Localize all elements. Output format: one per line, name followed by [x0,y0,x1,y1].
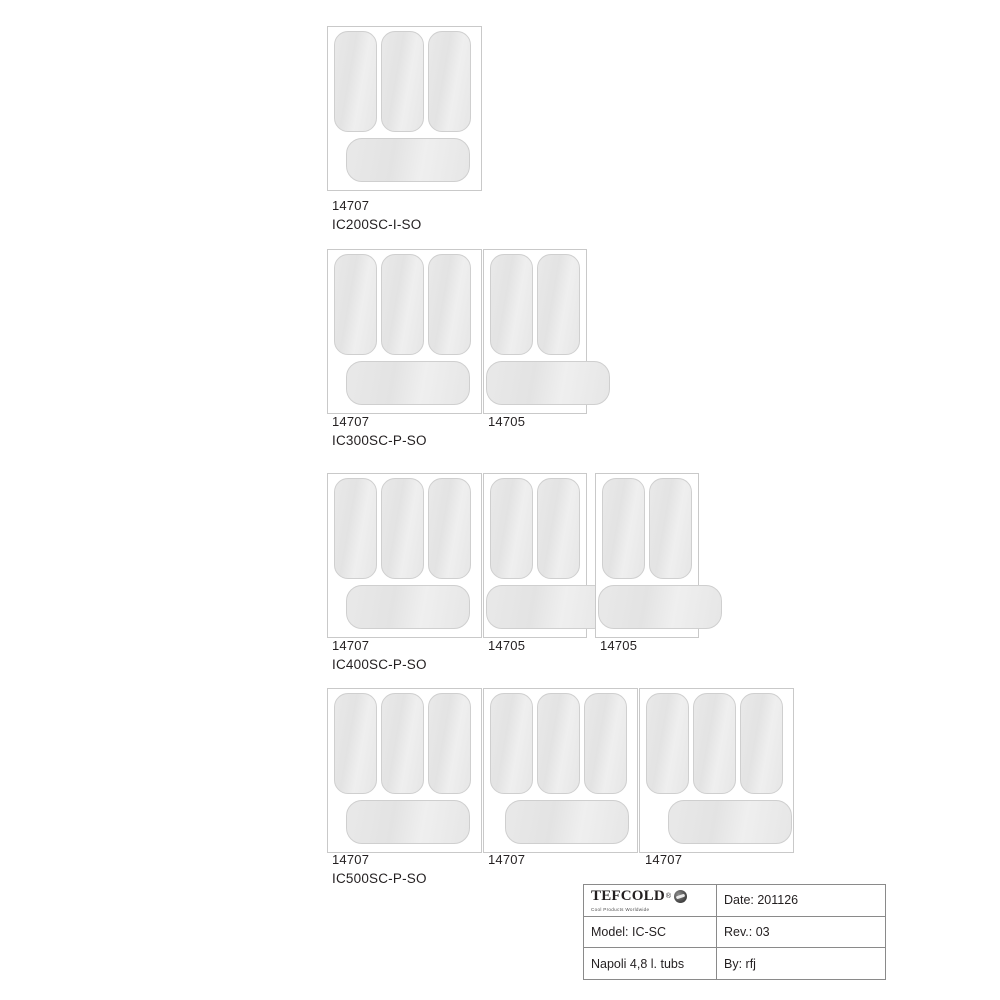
tub-tall [428,254,471,355]
rev-field: Rev.: 03 [724,925,770,939]
logo-wordmark: TEFCOLD [591,888,665,905]
tub-tall [428,693,471,794]
brand-logo [584,885,717,916]
tub-tall [334,478,377,579]
tub-tall [381,254,424,355]
tub-tall [693,693,736,794]
tub-tall [537,478,580,579]
tub-wide [346,585,470,629]
tub-wide [346,138,470,182]
tub-tall [381,31,424,132]
tub-tall [381,693,424,794]
basket-code-label: 14707 [332,414,370,429]
basket-code-label: 14707 [488,852,526,867]
model-label: IC400SC-P-SO [332,657,427,672]
model-field: Model: IC-SC [584,917,717,948]
tub-tall [490,693,533,794]
tub-tall [490,254,533,355]
by-field: By: rfj [724,956,756,971]
tub-tall [334,254,377,355]
basket-code-label: 14705 [600,638,638,653]
title-block-row [584,917,885,949]
logo-top [591,888,709,905]
tub-wide [346,800,470,844]
tub-wide [505,800,629,844]
basket-code-label: 14707 [332,638,370,653]
basket-code-label: 14707 [645,852,683,867]
tub-tall [537,693,580,794]
model-label: IC300SC-P-SO [332,433,427,448]
tub-tall [537,254,580,355]
title-block [583,884,886,980]
tub-wide [346,361,470,405]
tub-wide [486,361,610,405]
basket-code-label: 14707 [332,198,370,213]
tub-tall [584,693,627,794]
product-field: Napoli 4,8 l. tubs [584,948,717,979]
tub-tall [490,478,533,579]
model-label: IC500SC-P-SO [332,871,427,886]
tub-tall [740,693,783,794]
title-block-row [584,885,885,917]
tub-tall [602,478,645,579]
date-field: Date: 201126 [724,893,799,908]
logo-tagline: Cool Products Worldwide [591,907,650,913]
basket-code-label: 14705 [488,638,526,653]
tub-tall [334,693,377,794]
tub-tall [646,693,689,794]
tub-tall [428,31,471,132]
registered-mark: ® [665,893,672,901]
tub-tall [381,478,424,579]
tub-tall [649,478,692,579]
globe-icon [674,890,687,903]
tub-tall [334,31,377,132]
basket-code-label: 14707 [332,852,370,867]
basket-code-label: 14705 [488,414,526,429]
tub-wide [598,585,722,629]
tub-wide [486,585,610,629]
title-block-row [584,948,885,979]
tub-wide [668,800,792,844]
tub-tall [428,478,471,579]
model-label: IC200SC-I-SO [332,217,422,232]
